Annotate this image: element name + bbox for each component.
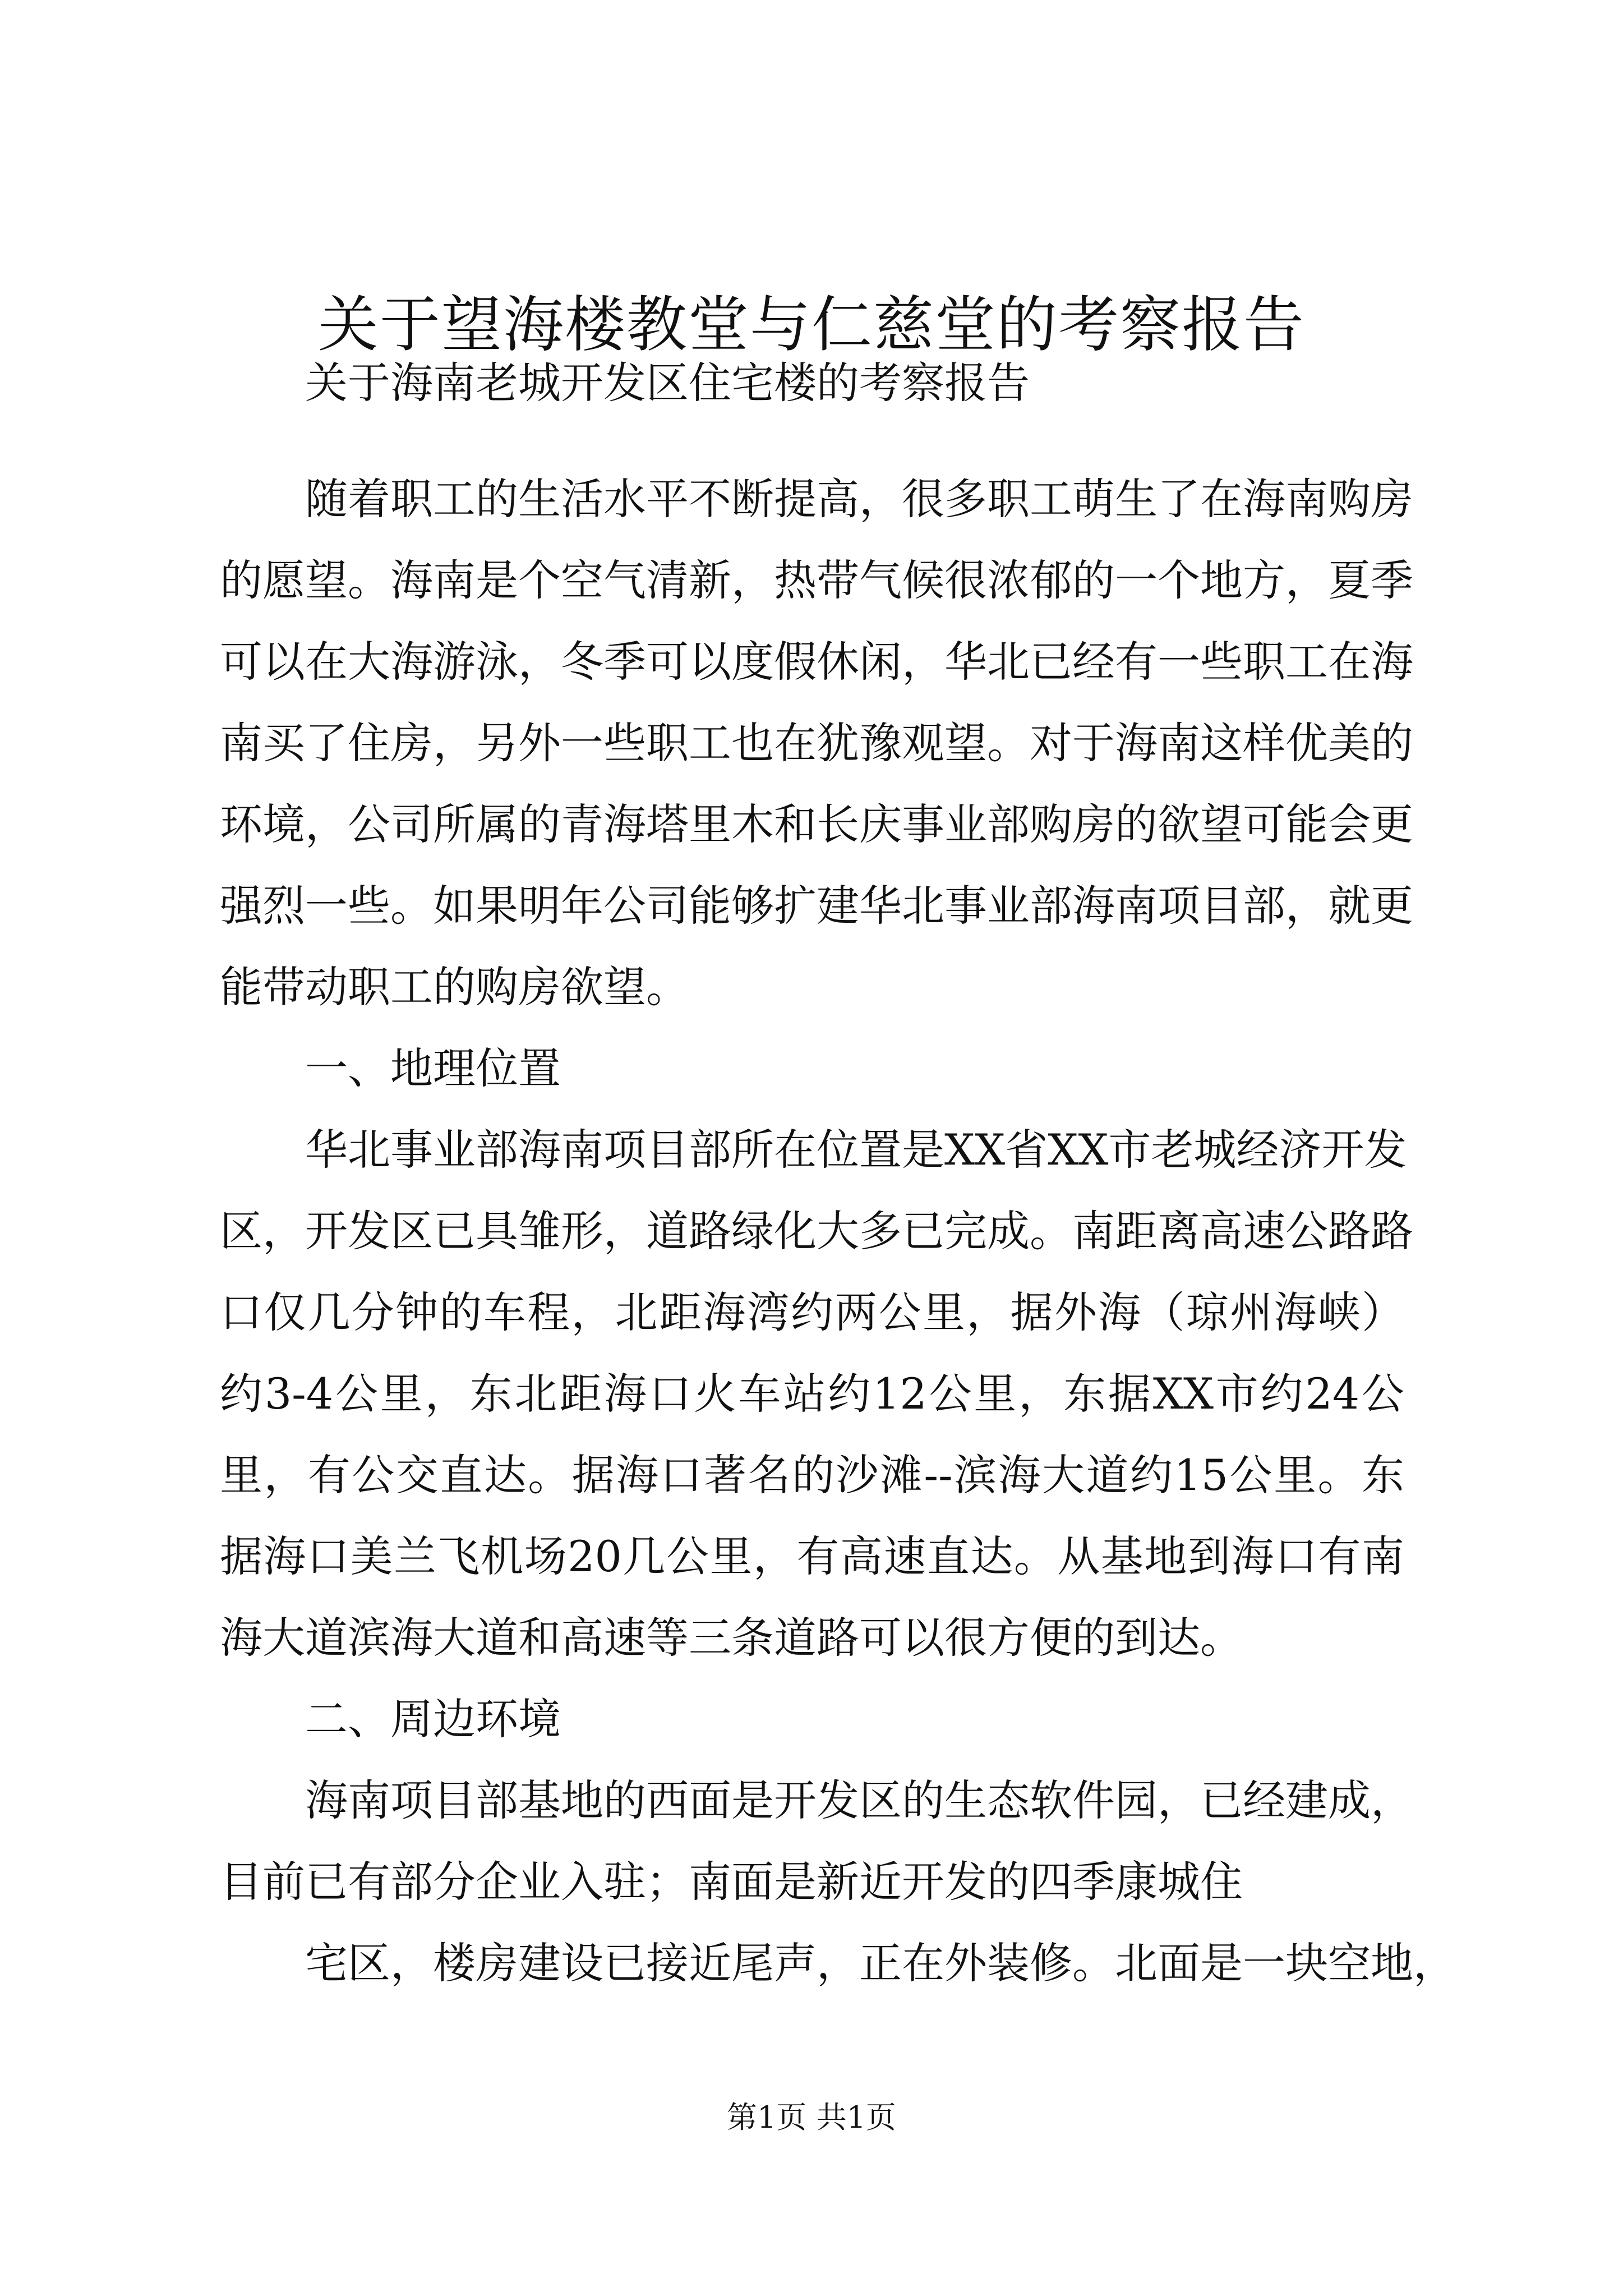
paragraph-1-line-4: 南买了住房，另外一些职工也在犹豫观望。对于海南这样优美的 [220,718,1413,768]
paragraph-3-line-2: 目前已有部分企业入驻；南面是新近开发的四季康城住 [220,1857,1243,1907]
paragraph-2-line-7: 海大道滨海大道和高速等三条道路可以很方便的到达。 [220,1613,1243,1663]
paragraph-2-line-5: 里，有公交直达。据海口著名的沙滩--滨海大道约15公里。东 [220,1450,1404,1500]
paragraph-1-line-2: 的愿望。海南是个空气清新，热带气候很浓郁的一个地方，夏季 [220,555,1413,605]
paragraph-2-line-4: 约3-4公里，东北距海口火车站约12公里，东据XX市约24公 [220,1369,1404,1419]
document-subtitle: 关于海南老城开发区住宅楼的考察报告 [305,358,1030,408]
paragraph-2-line-3: 口仅几分钟的车程，北距海湾约两公里，据外海（琼州海峡） [220,1287,1404,1337]
paragraph-1-line-3: 可以在大海游泳，冬季可以度假休闲，华北已经有一些职工在海 [220,637,1413,687]
paragraph-3-line-1: 海南项目部基地的西面是开发区的生态软件园，已经建成， [305,1775,1413,1825]
paragraph-4-line-1: 宅区，楼房建设已接近尾声，正在外装修。北面是一块空地， [305,1938,1456,1988]
page-footer: 第1页 共1页 [727,2100,896,2135]
paragraph-1-line-7: 能带动职工的购房欲望。 [220,962,689,1012]
paragraph-1-line-5: 环境，公司所属的青海塔里木和长庆事业部购房的欲望可能会更 [220,799,1413,849]
paragraph-2-line-2: 区，开发区已具雏形，道路绿化大多已完成。南距离高速公路路 [220,1206,1413,1256]
paragraph-1-line-6: 强烈一些。如果明年公司能够扩建华北事业部海南项目部，就更 [220,881,1413,931]
document-title: 关于望海楼教堂与仁慈堂的考察报告 [317,290,1305,360]
section-1-heading: 一、地理位置 [305,1043,561,1093]
paragraph-2-line-6: 据海口美兰飞机场20几公里，有高速直达。从基地到海口有南 [220,1531,1404,1581]
paragraph-2-line-1: 华北事业部海南项目部所在位置是XX省XX市老城经济开发 [305,1125,1407,1175]
section-2-heading: 二、周边环境 [305,1694,561,1744]
paragraph-1-line-1: 随着职工的生活水平不断提高，很多职工萌生了在海南购房 [305,474,1413,524]
